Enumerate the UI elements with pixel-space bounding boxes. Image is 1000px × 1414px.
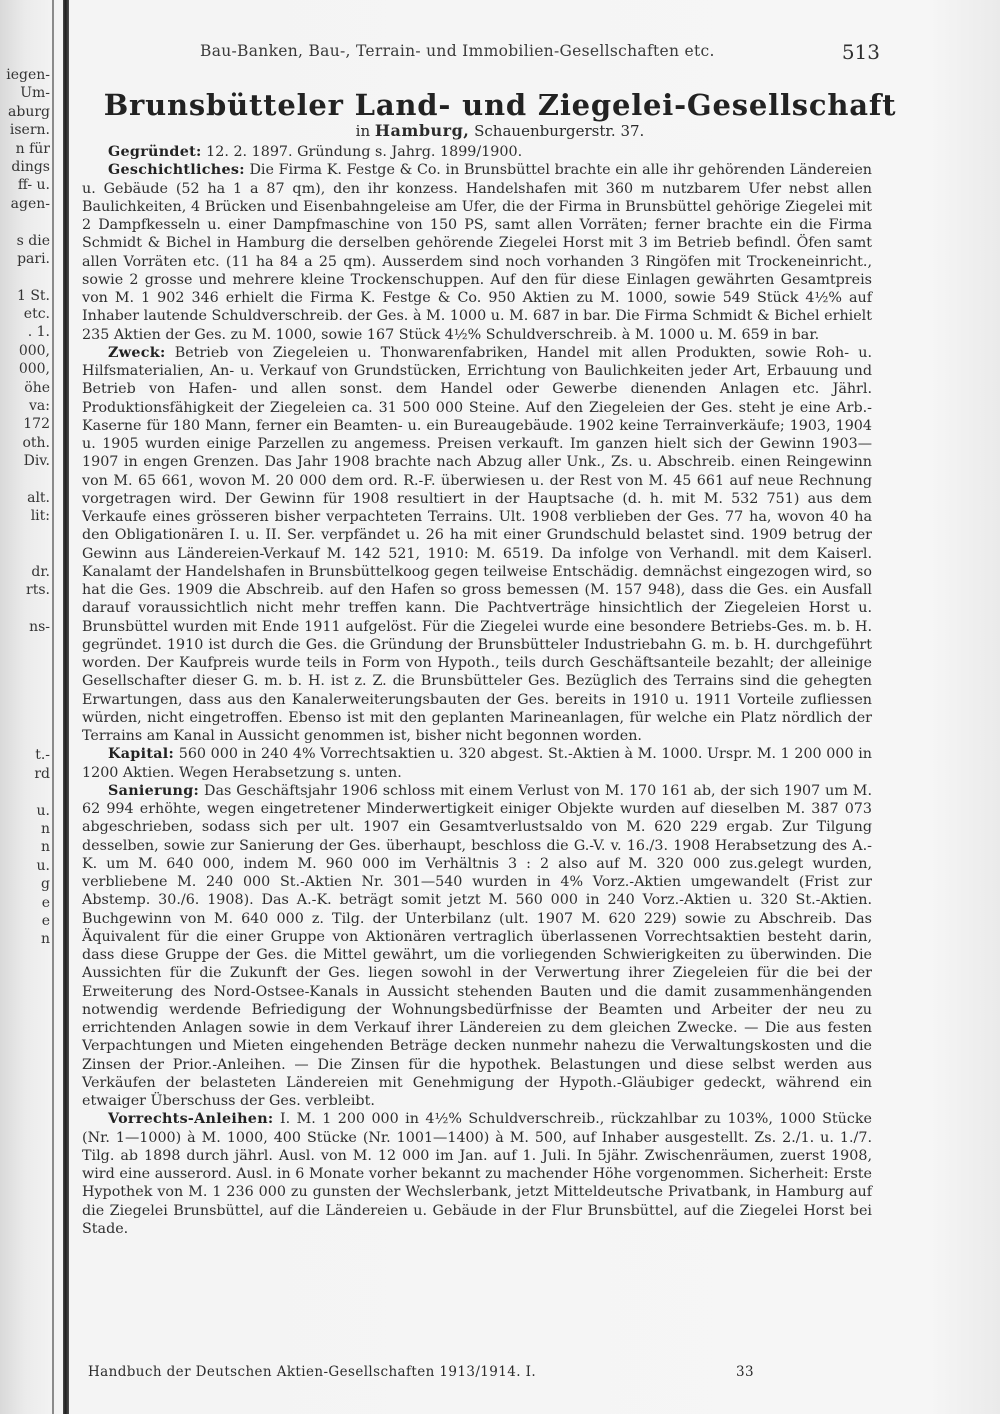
footer-publication: Handbuch der Deutschen Aktien-Gesellschaften 1913/1914. I. (88, 1364, 537, 1380)
company-title: Brunsbütteler Land- und Ziegelei-Gesellschaft (103, 88, 897, 122)
margin-fragment: agen- (10, 195, 50, 212)
section-label: Gegründet: (108, 144, 202, 160)
margin-fragment: u. (36, 857, 50, 874)
margin-fragment: n (40, 931, 50, 948)
section-text: 12. 2. 1897. Gründung s. Jahrg. 1899/1900. (206, 144, 523, 160)
margin-fragment (0, 728, 50, 746)
margin-fragment: rd (34, 765, 50, 782)
binding-shadow (52, 0, 54, 1414)
company-address (0, 121, 1000, 140)
margin-fragment: isern. (9, 122, 50, 139)
section-sanierung (82, 782, 872, 1111)
section-text: Die Firma K. Festge & Co. in Brunsbüttel brachte ein alle ihr gehörenden Ländereien u. Gebäude (52 ha 1 a 87 qm), den ihr konzess. Handelshafen mit 360 m nutzbarem Ufer nebst allen Baulichkeiten, 4 Brücken und Eisenbahngeleise am Ufer, die der Firma in Brunsbüttel gehörige Ziegelei mit 2 Dampfkesseln u. einer Dampfmaschine von 150 PS, samt allen Vorräten; ferner brachte ein die Firma Schmidt & Bichel in Hamburg die derselben gehörende Ziegelei Horst mit 3 im Betrieb befindl. Öfen samt allen Vorräten etc. (11 ha 84 a 25 qm). Ausserdem sind noch vorhanden 3 Ringöfen mit Trockeneinricht., sowie 2 grosse und mehrere kleine Trockenschuppen. Auf den für diese Einlagen gewährten Gesamtpreis von M. 1 902 346 erhielt die Firma K. Festge & Co. 950 Aktien zu M. 1000, sowie 549 Stück 4½% auf Inhaber lautende Schuldverschreib. der Ges. à M. 1000 u. M. 687 in bar. Die Firma Schmidt & Bichel erhielt 235 Aktien der Ges. zu M. 1000, sowie 167 Stück 4½% Schuldverschreib. à M. 1000 u. M. 659 in bar. (82, 162, 873, 343)
margin-fragment: iegen- (6, 67, 50, 83)
margin-fragment: lit: (30, 508, 50, 525)
margin-fragment (0, 268, 50, 286)
margin-fragment: n (40, 821, 50, 838)
margin-fragment: n (40, 839, 50, 856)
margin-fragment: etc. (23, 306, 50, 323)
margin-fragment: s die (16, 232, 50, 249)
section-zweck (82, 344, 872, 746)
section-geschichtliches (82, 161, 872, 344)
address-city: Hamburg, (374, 121, 470, 140)
margin-fragment: 1 St. (16, 287, 50, 304)
entry-body (82, 143, 872, 1238)
margin-fragment (0, 783, 50, 801)
section-gegruendet (82, 143, 872, 161)
margin-fragment: rts. (26, 581, 50, 598)
section-label: Zweck: (108, 344, 166, 361)
margin-fragment: va: (29, 398, 50, 415)
address-street: Schauenburgerstr. 37. (474, 122, 645, 140)
section-label: Geschichtliches: (108, 162, 245, 179)
margin-fragment (0, 691, 50, 709)
margin-fragment: Div. (23, 453, 50, 470)
margin-fragment (0, 599, 50, 617)
footer-signature-mark: 33 (736, 1364, 754, 1380)
margin-fragment: 000, (18, 342, 50, 359)
margin-fragment (0, 655, 50, 673)
margin-fragment (0, 636, 50, 654)
margin-fragment: g (41, 876, 50, 893)
margin-fragment: ff- u. (17, 177, 50, 194)
section-text: Das Geschäftsjahr 1906 schloss mit einem Verlust von M. 170 161 ab, der sich 1907 um M. 62 994 erhöhte, wegen eingetretener Minderwertigkeit einiger Objekte wurden auf dieselben M. 387 073 abgeschrieben, sodass sich per ult. 1907 ein Gesamtverlustsaldo von M. 620 229 ergab. Zur Tilgung desselben, sowie zur Sanierung der Ges. überhaupt, beschloss die G.-V. v. 16./3. 1908 Herabsetzung des A.-K. um M. 640 000, indem M. 960 000 im Verhältnis 3 : 2 also auf M. 320 000 zus.gelegt wurden, verbliebene M. 240 000 St.-Aktien Nr. 301—540 wurden in 4% Vorz.-Aktien umgewandelt (Frist zur Abstemp. 30./6. 1908). Das A.-K. beträgt somit jetzt M. 560 000 in 240 Vorz.-Aktien u. 320 St.-Aktien. Buchgewinn von M. 640 000 z. Tilg. der Unterbilanz (ult. 1907 M. 620 229) sowie zu Abschreib. Das Äquivalent für die einer Gruppe von Aktionären vertraglich überlassenen Vorrechtsaktien besteht darin, dass diese Gruppe der Ges. die Mittel gewährt, um die vorliegenden Schwierigkeiten zu überwinden. Die Aussichten für die Zukunft der Ges. liegen sowohl in der Verwertung ihrer Ziegeleien für die bei der Erweiterung des Nord-Ostsee-Kanals in Aussicht stehenden Bauten und die damit zusammenhängenden notwendig werdende Befriedigung der Wohnungsbedürfnisse der Beamten und Arbeiter der neu zu errichtenden Anlagen sowie in dem Verkauf ihrer Ländereien zu dem gleichen Zwecke. — Die aus festen Verpachtungen und Mieten eingehenden Beträge decken nunmehr nahezu die Verwaltungskosten und die Zinsen der Prior.-Anleihen. — Die Zinsen für die hypothek. Belastungen und diese selbst werden aus Verkäufen der belasteten Ländereien mit Genehmigung der Hypoth.-Gläubiger gedeckt, während ein etwaiger Überschuss der Ges. verbleibt. (82, 782, 872, 1109)
section-label: Vorrechts-Anleihen: (108, 1111, 274, 1128)
section-text: 560 000 in 240 4% Vorrechtsaktien u. 320 abgest. St.-Aktien à M. 1000. Urspr. M. 1 200 000 in 1200 Aktien. Wegen Herabsetzung s. unten. (82, 746, 872, 781)
section-kapital (82, 745, 872, 782)
margin-fragment: öhe (24, 379, 50, 396)
margin-fragment: 172 (23, 416, 50, 433)
margin-fragment: dr. (31, 563, 50, 580)
margin-fragment: u. (36, 802, 50, 819)
section-text: I. M. 1 200 000 in 4½% Schuldverschreib., rückzahlbar zu 103%, 1000 Stücke (Nr. 1—1000) à M. 1000, 400 Stücke (Nr. 1001—1400) à M. 500, auf Inhaber ausgestellt. Zs. 2./1. u. 1./7. Tilg. ab 1898 durch jährl. Ausl. von M. 12 000 im Jan. auf 1. Juli. In 5jähr. Zwischenräumen, zuerst 1908, wird eine ausserord. Ausl. in 6 Monate vorher bekannt zu machender Höhe vorgenommen. Sicherheit: Erste Hypothek von M. 1 236 000 zu gunsten der Wechslerbank, jetzt Mitteldeutsche Privatbank, in Hamburg auf die Ziegelei Brunsbüttel, auf die Ländereien u. Gebäude in der Flur Brunsbüttel, auf die Ziegelei Horst bei Stade. (82, 1111, 873, 1237)
margin-fragment: oth. (22, 434, 50, 451)
margin-fragment: dings (11, 158, 50, 175)
running-title: Bau-Banken, Bau-, Terrain- und Immobilien-Gesellschaften etc. (200, 42, 715, 60)
margin-fragment: pari. (17, 250, 50, 267)
section-label: Sanierung: (108, 782, 200, 799)
section-label: Kapital: (108, 746, 175, 763)
margin-fragment: alt. (27, 489, 50, 506)
running-header (90, 40, 880, 64)
margin-fragment: aburg (8, 103, 50, 120)
margin-fragment: e (41, 894, 50, 911)
address-prefix: in (355, 122, 371, 140)
previous-page-margin-fragments (0, 66, 50, 948)
margin-fragment: Um- (20, 85, 50, 102)
margin-fragment: ns- (29, 618, 50, 635)
binding-edge (63, 0, 69, 1414)
margin-fragment: . 1. (27, 324, 50, 341)
margin-fragment: 000, (18, 361, 50, 378)
section-vorrechts-anleihen (82, 1110, 872, 1238)
page-number: 513 (841, 40, 880, 64)
margin-fragment (0, 213, 50, 231)
margin-fragment (0, 710, 50, 728)
page-footer (88, 1364, 768, 1386)
section-text: Betrieb von Ziegeleien u. Thonwarenfabriken, Handel mit allen Produkten, sowie Roh- u. Hilfsmaterialien, An- u. Verkauf von Grundstücken, Errichtung von Baulichkeiten jeder Art, Erbauung und Betrieb von Hafen- und allen sonst. dem Handel oder Gewerbe dienenden Anlagen etc. Jährl. Produktionsfähigkeit der Ziegeleien ca. 31 500 000 Steine. Auf den Ziegeleien der Ges. steht je eine Arb.-Kaserne für 180 Mann, ferner ein Beamten- u. ein Bureaugebäude. 1902 keine Terrainverkäufe; 1903, 1904 u. 1905 wurden einige Parzellen zu angemess. Preisen verkauft. Im ganzen hielt sich der Gewinn 1903—1907 in engen Grenzen. Das Jahr 1908 brachte nach Abzug aller Unk., Zs. u. Abschreib. einen Reingewinn von M. 65 661, wovon M. 20 000 dem ord. R.-F. überwiesen u. der Rest von M. 45 661 auf neue Rechnung vorgetragen wird. Der Gewinn für 1908 resultiert in der Hauptsache (d. h. mit M. 532 751) aus dem Verkaufe eines grösseren bisher verpachteten Terrains. Ult. 1908 verblieben der Ges. 77 ha, wovon 40 ha den Obligationären I. u. II. Ser. verpfändet u. 26 ha mit einer Grundschuld belastet sind. 1909 betrug der Gewinn aus Ländereien-Verkauf M. 142 521, 1910: M. 6519. Da infolge von Verhandl. mit dem Kaiserl. Kanalamt der Handelshafen in Brunsbüttelkoog gegen teilweise Entschädig. demnächst eingezogen wird, so hat die Ges. 1909 die Abschreib. auf den Hafen so gross bemessen (M. 157 948), dass die Ges. ein Ausfall darauf voraussichtlich nicht mehr treffen kann. Die Pachtverträge hinsichtlich der Ziegeleien Horst u. Brunsbüttel wurden mit Ende 1911 aufgelöst. Für die Ziegelei wurde eine besondere Betriebs-Ges. m. b. H. gegründet. 1910 ist durch die Ges. die Gründung der Brunsbütteler Industriebahn G. m. b. H. durchgeführt worden. Der Kaufpreis wurde teils in Form von Hypoth., teils durch Geschäftsanteile bezahlt; der alleinige Gesellschafter dieser G. m. b. H. ist z. Z. die Brunsbütteler Ges. Bezüglich des Terrains sind die gehegten Erwartungen, dass aus den Kanalerweiterungsbauten der Ges. bereits in 1910 u. 1911 Vorteile zufliessen würden, nicht eingetroffen. Ebenso ist mit den geplanten Marineanlagen, für welche ein Platz nördlich der Terrains am Kanal in Aussicht genommen ist, bisher nicht begonnen worden. (82, 344, 872, 744)
margin-fragment (0, 673, 50, 691)
margin-fragment: t.- (35, 747, 50, 764)
margin-fragment: n für (15, 140, 50, 157)
margin-fragment (0, 471, 50, 489)
margin-fragment: e (41, 912, 50, 929)
margin-fragment (0, 544, 50, 562)
margin-fragment (0, 526, 50, 544)
